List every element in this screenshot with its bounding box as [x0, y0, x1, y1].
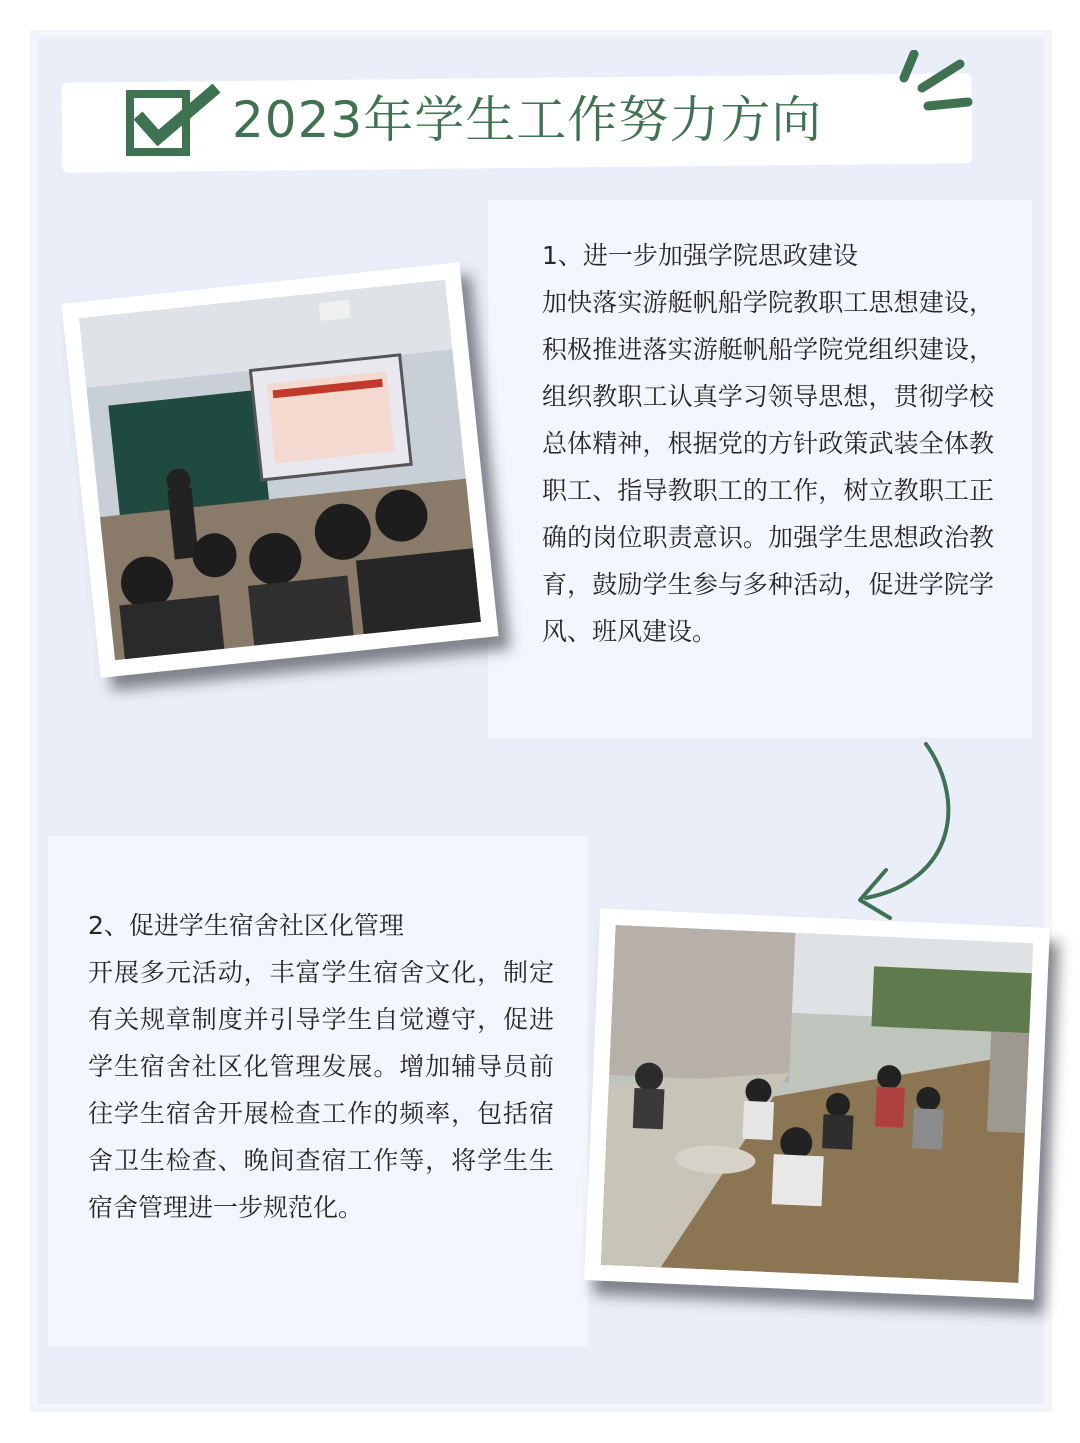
section-2-body: 开展多元活动，丰富学生宿舍文化，制定有关规章制度并引导学生自觉遵守，促进学生宿舍社区化管理发展。增加辅导员前往学生宿舍开展检查工作的频率，包括宿舍卫生检查、晚间查宿工作等，将学生生宿舍管理进一步规范化。: [88, 958, 554, 1222]
section-1-heading: 1、进一步加强学院思政建设: [542, 241, 858, 270]
section-1-text: [542, 232, 994, 655]
sparkle-lines-icon: [898, 50, 978, 120]
checkbox-icon: [126, 84, 222, 160]
classroom-photo-image: [79, 280, 481, 661]
classroom-photo: [61, 262, 498, 678]
section-2-heading: 2、促进学生宿舍社区化管理: [88, 911, 404, 940]
page-title: 2023年学生工作努力方向: [232, 91, 823, 149]
section-2-text: [88, 902, 554, 1231]
section-1-body: 加快落实游艇帆船学院教职工思想建设，积极推进落实游艇帆船学院党组织建设，组织教职工认真学习领导思想，贯彻学校总体精神，根据党的方针政策武装全体教职工、指导教职工的工作，树立教职工正确的岗位职责意识。加强学生思想政治教育，鼓励学生参与多种活动，促进学院学风、班风建设。: [542, 288, 994, 646]
outdoor-photo: [584, 908, 1050, 1299]
curved-arrow-icon: [846, 740, 966, 930]
outdoor-photo-image: [601, 925, 1033, 1283]
